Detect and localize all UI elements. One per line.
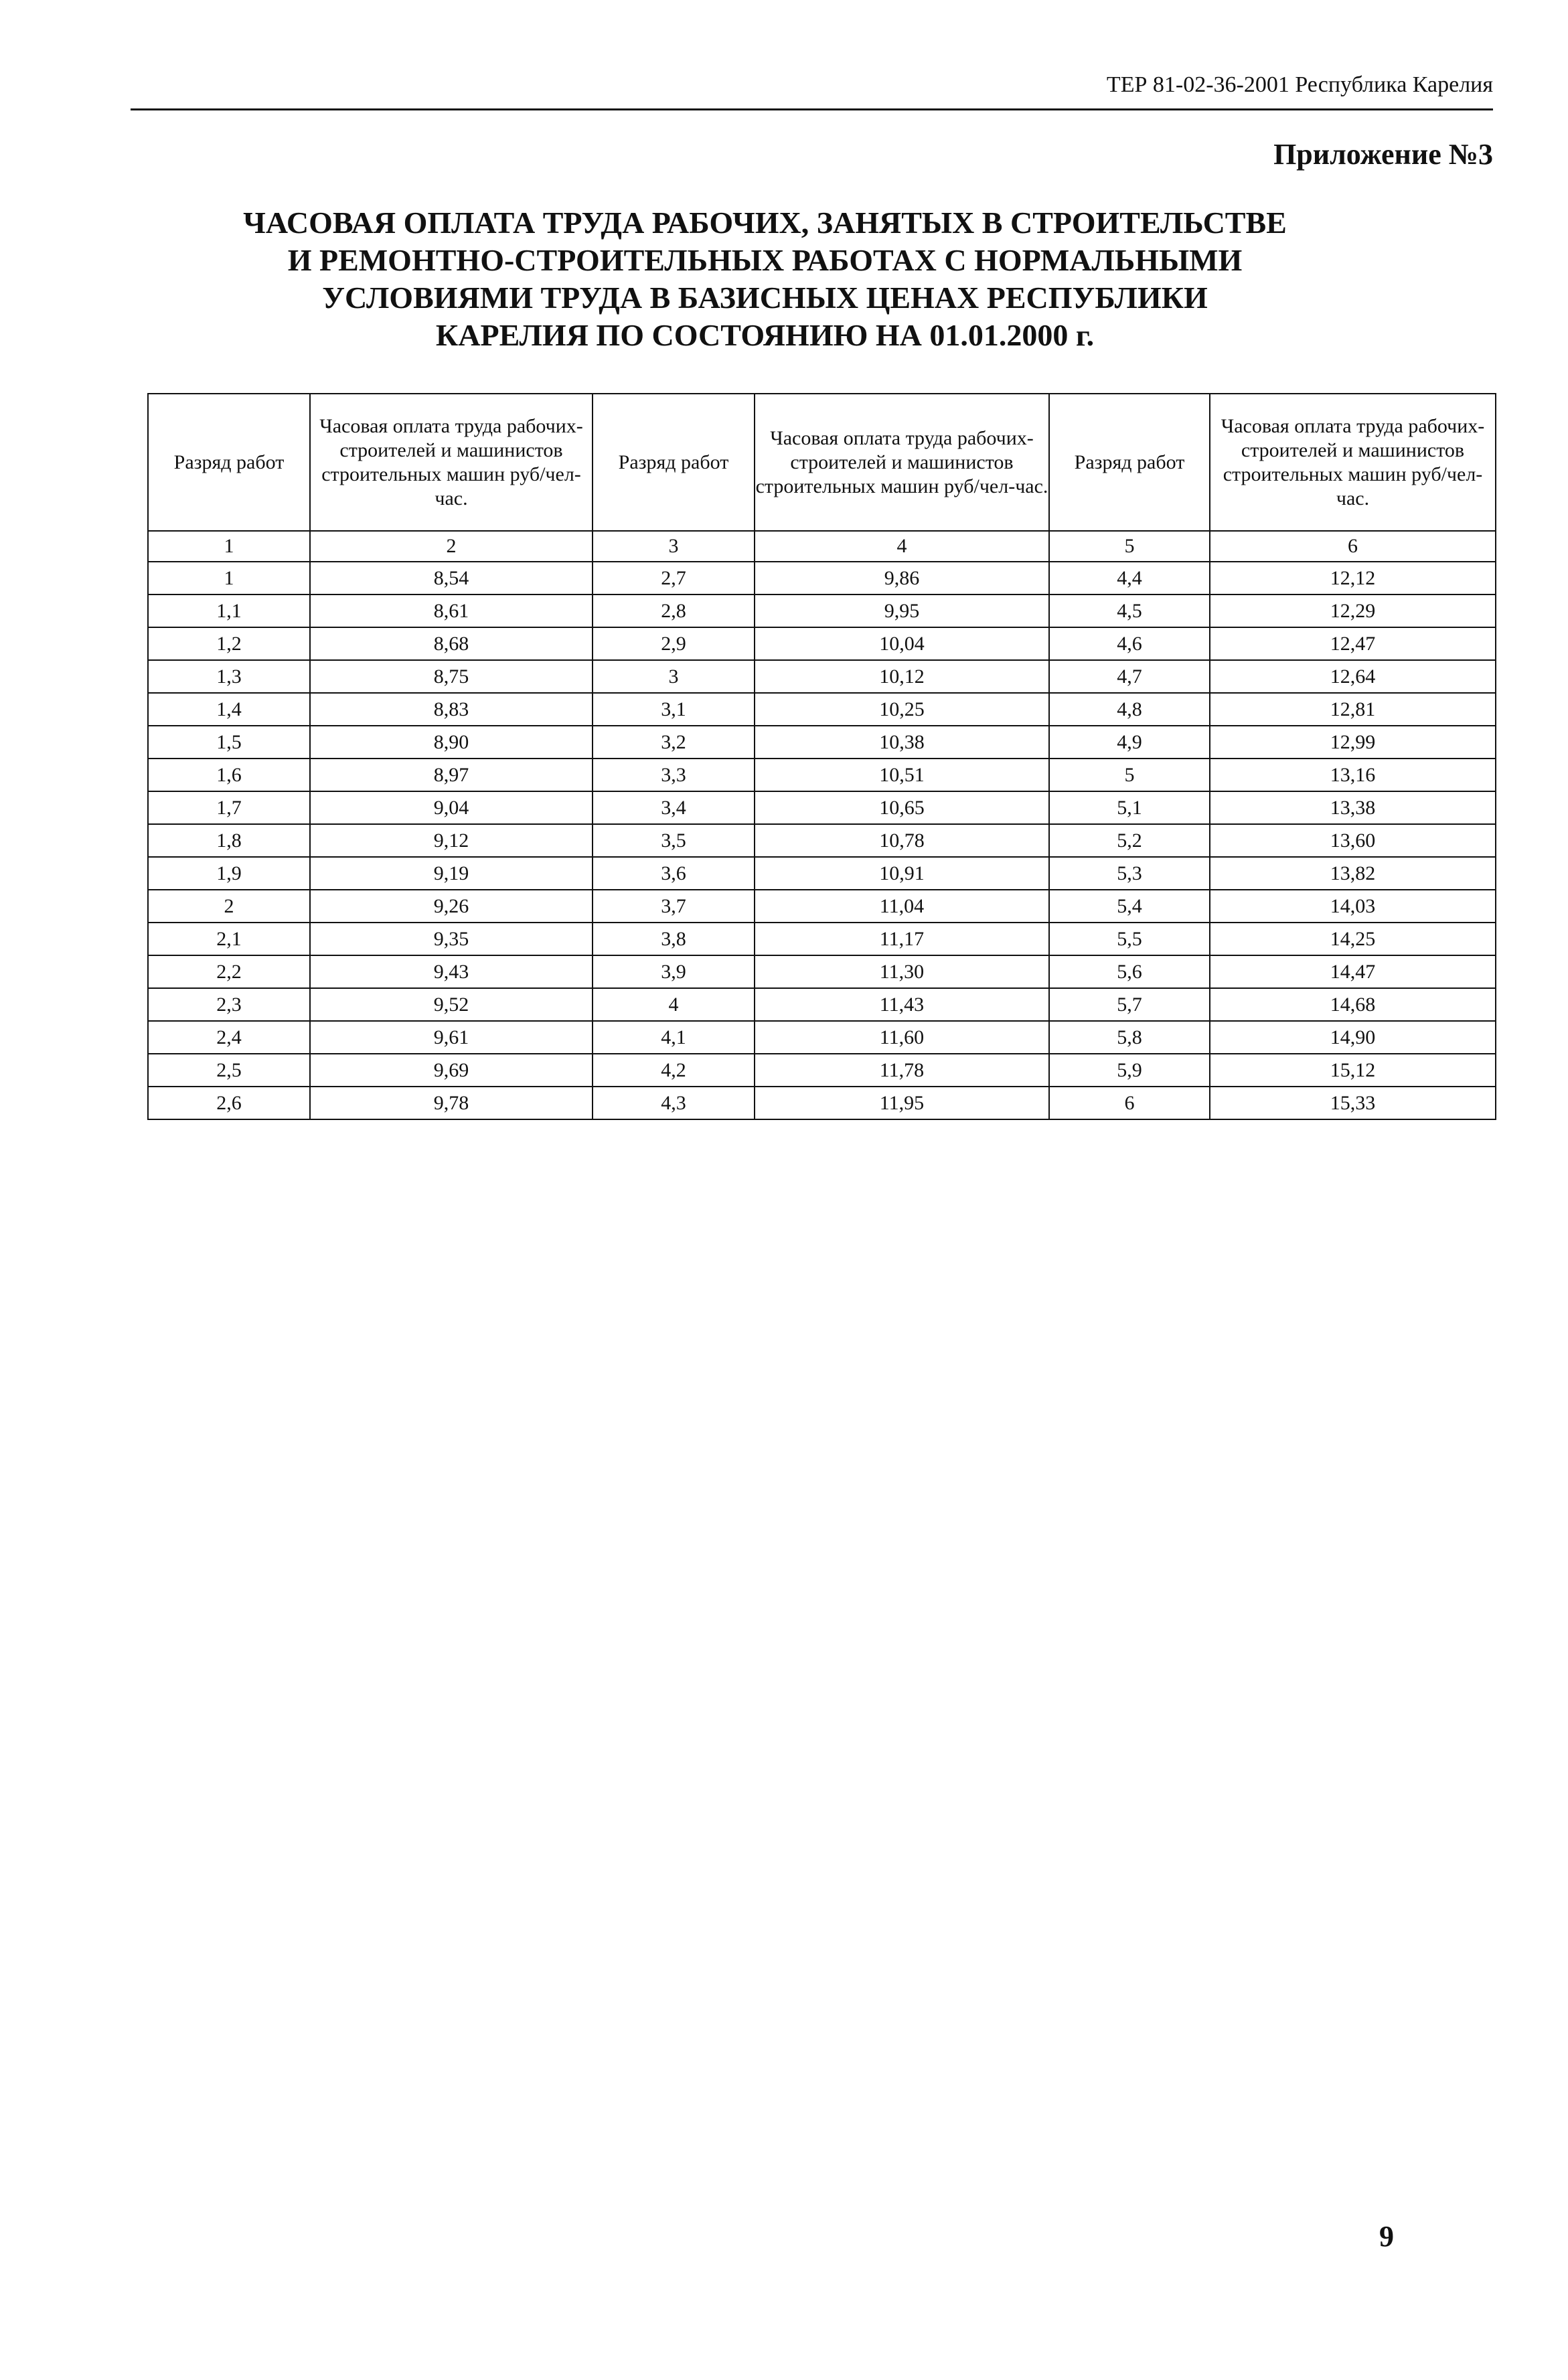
table-cell: 3,4	[593, 791, 755, 824]
table-cell: 11,17	[755, 923, 1049, 955]
table-cell: 3,3	[593, 759, 755, 791]
document-code: ТЕР 81-02-36-2001 Республика Карелия	[1106, 72, 1493, 97]
table-cell: 8,75	[310, 660, 593, 693]
table-cell: 4,5	[1049, 594, 1210, 627]
table-cell: 14,47	[1210, 955, 1496, 988]
table-cell: 3,5	[593, 824, 755, 857]
table-cell: 5	[1049, 759, 1210, 791]
table-cell: 9,61	[310, 1021, 593, 1054]
table-row	[148, 1054, 1496, 1087]
table-cell: 1,7	[148, 791, 310, 824]
table-cell: 12,29	[1210, 594, 1496, 627]
table-cell: 2,8	[593, 594, 755, 627]
table-cell: 4,3	[593, 1087, 755, 1119]
appendix-label: Приложение №3	[1273, 138, 1493, 171]
table-cell: 1,9	[148, 857, 310, 890]
table-cell: 5,3	[1049, 857, 1210, 890]
table-cell: 3,1	[593, 693, 755, 726]
table-cell: 1,2	[148, 627, 310, 660]
title-line: И РЕМОНТНО-СТРОИТЕЛЬНЫХ РАБОТАХ С НОРМАЛЬНЫМИ	[287, 243, 1243, 277]
table-cell: 4,2	[593, 1054, 755, 1087]
table-cell: 13,38	[1210, 791, 1496, 824]
table-row	[148, 693, 1496, 726]
table-cell: 10,78	[755, 824, 1049, 857]
table-cell: 5,1	[1049, 791, 1210, 824]
table-cell: 11,30	[755, 955, 1049, 988]
column-header: Часовая оплата труда рабочих-строителей и машинистов строительных машин руб/чел-час.	[1210, 394, 1496, 531]
table-cell: 8,97	[310, 759, 593, 791]
table-cell: 5,8	[1049, 1021, 1210, 1054]
column-header: Часовая оплата труда рабочих-строителей и машинистов строительных машин руб/чел-час.	[755, 394, 1049, 531]
table-cell: 14,68	[1210, 988, 1496, 1021]
table-cell: 9,04	[310, 791, 593, 824]
table-cell: 1,3	[148, 660, 310, 693]
column-number: 2	[310, 531, 593, 562]
table-row	[148, 562, 1496, 594]
table-cell: 5,7	[1049, 988, 1210, 1021]
table-row	[148, 923, 1496, 955]
table-cell: 11,95	[755, 1087, 1049, 1119]
table-cell: 13,60	[1210, 824, 1496, 857]
table-cell: 3,2	[593, 726, 755, 759]
table-cell: 4,4	[1049, 562, 1210, 594]
column-number: 4	[755, 531, 1049, 562]
table-cell: 2,4	[148, 1021, 310, 1054]
table-cell: 10,38	[755, 726, 1049, 759]
table-cell: 2,9	[593, 627, 755, 660]
table-row	[148, 857, 1496, 890]
table-cell: 2,3	[148, 988, 310, 1021]
title-line: УСЛОВИЯМИ ТРУДА В БАЗИСНЫХ ЦЕНАХ РЕСПУБЛИКИ	[322, 281, 1208, 315]
column-number: 3	[593, 531, 755, 562]
table-cell: 15,12	[1210, 1054, 1496, 1087]
page-title	[131, 204, 1399, 354]
table-cell: 11,60	[755, 1021, 1049, 1054]
table-cell: 13,82	[1210, 857, 1496, 890]
title-line: ЧАСОВАЯ ОПЛАТА ТРУДА РАБОЧИХ, ЗАНЯТЫХ В СТРОИТЕЛЬСТВЕ	[243, 206, 1287, 240]
table-cell: 14,03	[1210, 890, 1496, 923]
column-header: Разряд работ	[593, 394, 755, 531]
table-cell: 3,7	[593, 890, 755, 923]
table-cell: 3,9	[593, 955, 755, 988]
column-header: Часовая оплата труда рабочих-строителей и машинистов строительных машин руб/чел-час.	[310, 394, 593, 531]
table-row	[148, 988, 1496, 1021]
column-number: 5	[1049, 531, 1210, 562]
table-cell: 2,2	[148, 955, 310, 988]
table-cell: 10,12	[755, 660, 1049, 693]
table-cell: 12,47	[1210, 627, 1496, 660]
column-header: Разряд работ	[148, 394, 310, 531]
table-row	[148, 890, 1496, 923]
table-row	[148, 791, 1496, 824]
table-row	[148, 660, 1496, 693]
table-cell: 5,2	[1049, 824, 1210, 857]
table-cell: 3,8	[593, 923, 755, 955]
page-number: 9	[1379, 2220, 1394, 2253]
table-cell: 4,8	[1049, 693, 1210, 726]
table-cell: 10,65	[755, 791, 1049, 824]
table-cell: 13,16	[1210, 759, 1496, 791]
table-cell: 2,1	[148, 923, 310, 955]
table-cell: 1	[148, 562, 310, 594]
table-cell: 9,86	[755, 562, 1049, 594]
table-cell: 2	[148, 890, 310, 923]
table-header-row	[148, 394, 1496, 531]
table-cell: 4	[593, 988, 755, 1021]
wage-rates-table	[147, 393, 1496, 1120]
table-cell: 11,78	[755, 1054, 1049, 1087]
table-cell: 2,6	[148, 1087, 310, 1119]
table-cell: 3	[593, 660, 755, 693]
table-cell: 1,6	[148, 759, 310, 791]
table-cell: 1,5	[148, 726, 310, 759]
column-number-row	[148, 531, 1496, 562]
table-cell: 6	[1049, 1087, 1210, 1119]
table-cell: 1,1	[148, 594, 310, 627]
table-row	[148, 627, 1496, 660]
column-number: 6	[1210, 531, 1496, 562]
table-cell: 10,04	[755, 627, 1049, 660]
table-cell: 9,26	[310, 890, 593, 923]
table-cell: 12,64	[1210, 660, 1496, 693]
table-cell: 12,99	[1210, 726, 1496, 759]
title-line: КАРЕЛИЯ ПО СОСТОЯНИЮ НА 01.01.2000 г.	[435, 318, 1095, 352]
table-cell: 10,91	[755, 857, 1049, 890]
table-cell: 5,4	[1049, 890, 1210, 923]
table-cell: 14,25	[1210, 923, 1496, 955]
table-cell: 12,12	[1210, 562, 1496, 594]
table-cell: 1,8	[148, 824, 310, 857]
table-cell: 8,61	[310, 594, 593, 627]
table-row	[148, 726, 1496, 759]
table-cell: 5,9	[1049, 1054, 1210, 1087]
table-row	[148, 1087, 1496, 1119]
table-cell: 8,90	[310, 726, 593, 759]
table-cell: 12,81	[1210, 693, 1496, 726]
table-cell: 5,5	[1049, 923, 1210, 955]
table-cell: 9,52	[310, 988, 593, 1021]
table-cell: 5,6	[1049, 955, 1210, 988]
table-cell: 9,35	[310, 923, 593, 955]
table-cell: 10,25	[755, 693, 1049, 726]
table-cell: 11,43	[755, 988, 1049, 1021]
table-row	[148, 594, 1496, 627]
table-cell: 9,78	[310, 1087, 593, 1119]
table-cell: 3,6	[593, 857, 755, 890]
table-row	[148, 1021, 1496, 1054]
table-body	[148, 531, 1496, 1119]
table-cell: 11,04	[755, 890, 1049, 923]
table-cell: 9,12	[310, 824, 593, 857]
column-header: Разряд работ	[1049, 394, 1210, 531]
table-cell: 9,19	[310, 857, 593, 890]
table-cell: 14,90	[1210, 1021, 1496, 1054]
header-rule	[131, 108, 1493, 110]
table-cell: 8,54	[310, 562, 593, 594]
table-cell: 4,1	[593, 1021, 755, 1054]
table-cell: 4,7	[1049, 660, 1210, 693]
table-row	[148, 955, 1496, 988]
table-row	[148, 759, 1496, 791]
table-cell: 9,43	[310, 955, 593, 988]
table-cell: 2,5	[148, 1054, 310, 1087]
table-row	[148, 824, 1496, 857]
table-cell: 15,33	[1210, 1087, 1496, 1119]
table-cell: 8,68	[310, 627, 593, 660]
table-cell: 10,51	[755, 759, 1049, 791]
column-number: 1	[148, 531, 310, 562]
table-cell: 8,83	[310, 693, 593, 726]
table-cell: 1,4	[148, 693, 310, 726]
table-cell: 4,6	[1049, 627, 1210, 660]
table-cell: 2,7	[593, 562, 755, 594]
table-cell: 4,9	[1049, 726, 1210, 759]
table-cell: 9,95	[755, 594, 1049, 627]
table-cell: 9,69	[310, 1054, 593, 1087]
